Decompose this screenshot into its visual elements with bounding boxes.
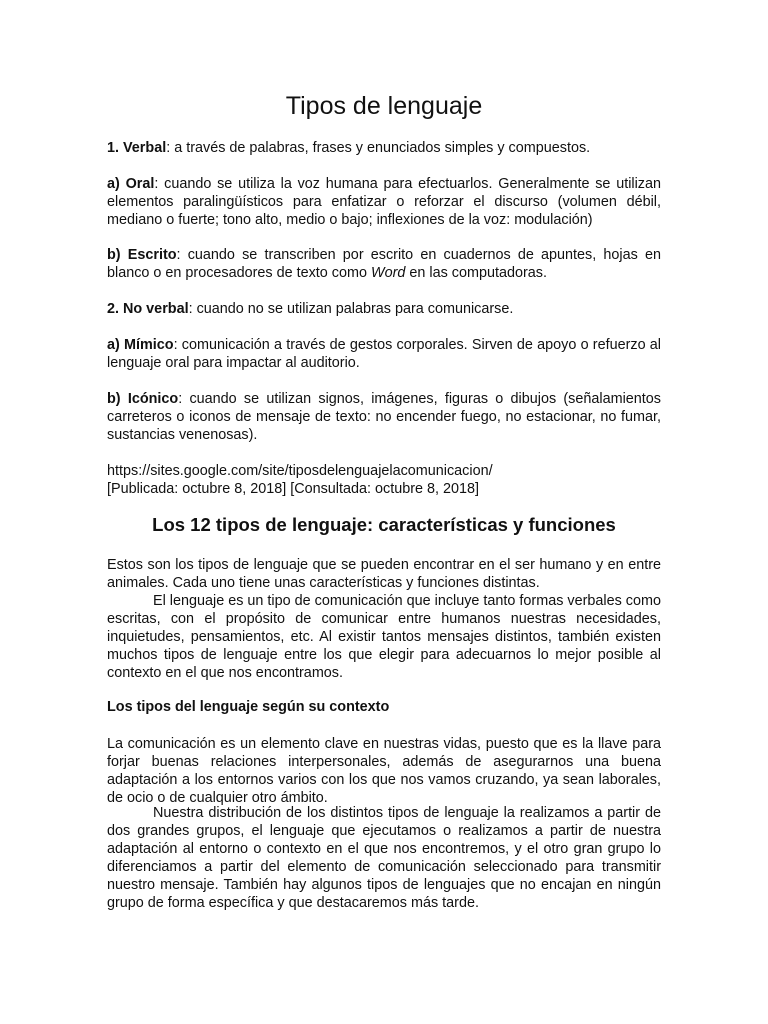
iconico-text: : cuando se utilizan signos, imágenes, figuras o dibujos (señalamientos carreteros o iconos de mensaje de texto: no encender fuego, no estacionar, no fumar, sustancias venenosas).: [107, 391, 661, 443]
no-verbal-label: 2. No verbal: [107, 301, 189, 317]
no-verbal-paragraph: [107, 300, 661, 318]
source-dates: [Publicada: octubre 8, 2018] [Consultada: octubre 8, 2018]: [107, 481, 480, 497]
oral-text: : cuando se utiliza la voz humana para efectuarlos. Generalmente se utilizan elementos paralingüísticos para enfatizar o reforzar el discurso (volumen débil, mediano o fuerte; tono alto, medio o bajo; inflexiones de la voz: modulación): [107, 176, 661, 228]
source-citation: [107, 462, 661, 498]
context-paragraph-2: Nuestra distribución de los distintos tipos de lenguaje la realizamos a partir de dos grandes grupos, el lenguaje que ejecutamos o realizamos a partir de nuestra adaptación al entorno o contexto en el que nos encontremos, y el otro gran grupo lo diferenciamos a partir del elemento de comunicación seleccionado para transmitir nuestro mensaje. También hay algunos tipos de lenguajes que no encajan en ningún grupo de forma específica y que destacaremos más tarde.: [107, 805, 661, 911]
mimico-paragraph: [107, 336, 661, 372]
escrito-label: b) Escrito: [107, 247, 177, 263]
verbal-text: : a través de palabras, frases y enunciados simples y compuestos.: [166, 140, 591, 156]
intro-paragraph-2: El lenguaje es un tipo de comunicación que incluye tanto formas verbales como escritas, con el propósito de comunicar entre humanos nuestras necesidades, inquietudes, pensamientos, etc. Al existir tantos mensajes distintos, también existen muchos tipos de lenguaje entre los que elegir para adecuarnos lo mejor posible al contexto en el que nos encontramos.: [107, 593, 661, 681]
source-url: https://sites.google.com/site/tiposdelenguajelacomunicacion/: [107, 463, 493, 479]
mimico-text: : comunicación a través de gestos corporales. Sirven de apoyo o refuerzo al lenguaje oral para impactar al auditorio.: [107, 337, 661, 371]
oral-label: a) Oral: [107, 176, 155, 192]
iconico-label: b) Icónico: [107, 391, 179, 407]
verbal-paragraph: [107, 139, 661, 157]
iconico-paragraph: [107, 390, 661, 444]
escrito-text-after: en las computadoras.: [405, 265, 547, 281]
section-title: Los 12 tipos de lenguaje: características y funciones: [152, 514, 616, 535]
escrito-text-before: : cuando se transcriben por escrito en cuadernos de apuntes, hojas en blanco o en procesadores de texto como: [107, 247, 661, 281]
subsection-title: Los tipos del lenguaje según su contexto: [107, 699, 390, 715]
no-verbal-text: : cuando no se utilizan palabras para comunicarse.: [188, 301, 514, 317]
context-paragraph-1: La comunicación es un elemento clave en nuestras vidas, puesto que es la llave para forjar buenas relaciones interpersonales, además de asegurarnos una buena adaptación a los entornos varios con los que nos vamos cruzando, ya sean laborales, de ocio o de cualquier otro ámbito.: [107, 736, 661, 806]
escrito-paragraph: [107, 246, 661, 282]
oral-paragraph: [107, 175, 661, 229]
verbal-label: 1. Verbal: [107, 140, 167, 156]
escrito-italic-word: Word: [371, 265, 406, 281]
intro-paragraph-1: Estos son los tipos de lenguaje que se pueden encontrar en el ser humano y en entre animales. Cada uno tiene unas características y funciones distintas.: [107, 557, 661, 591]
mimico-label: a) Mímico: [107, 337, 174, 353]
document-title: Tipos de lenguaje: [285, 92, 483, 120]
